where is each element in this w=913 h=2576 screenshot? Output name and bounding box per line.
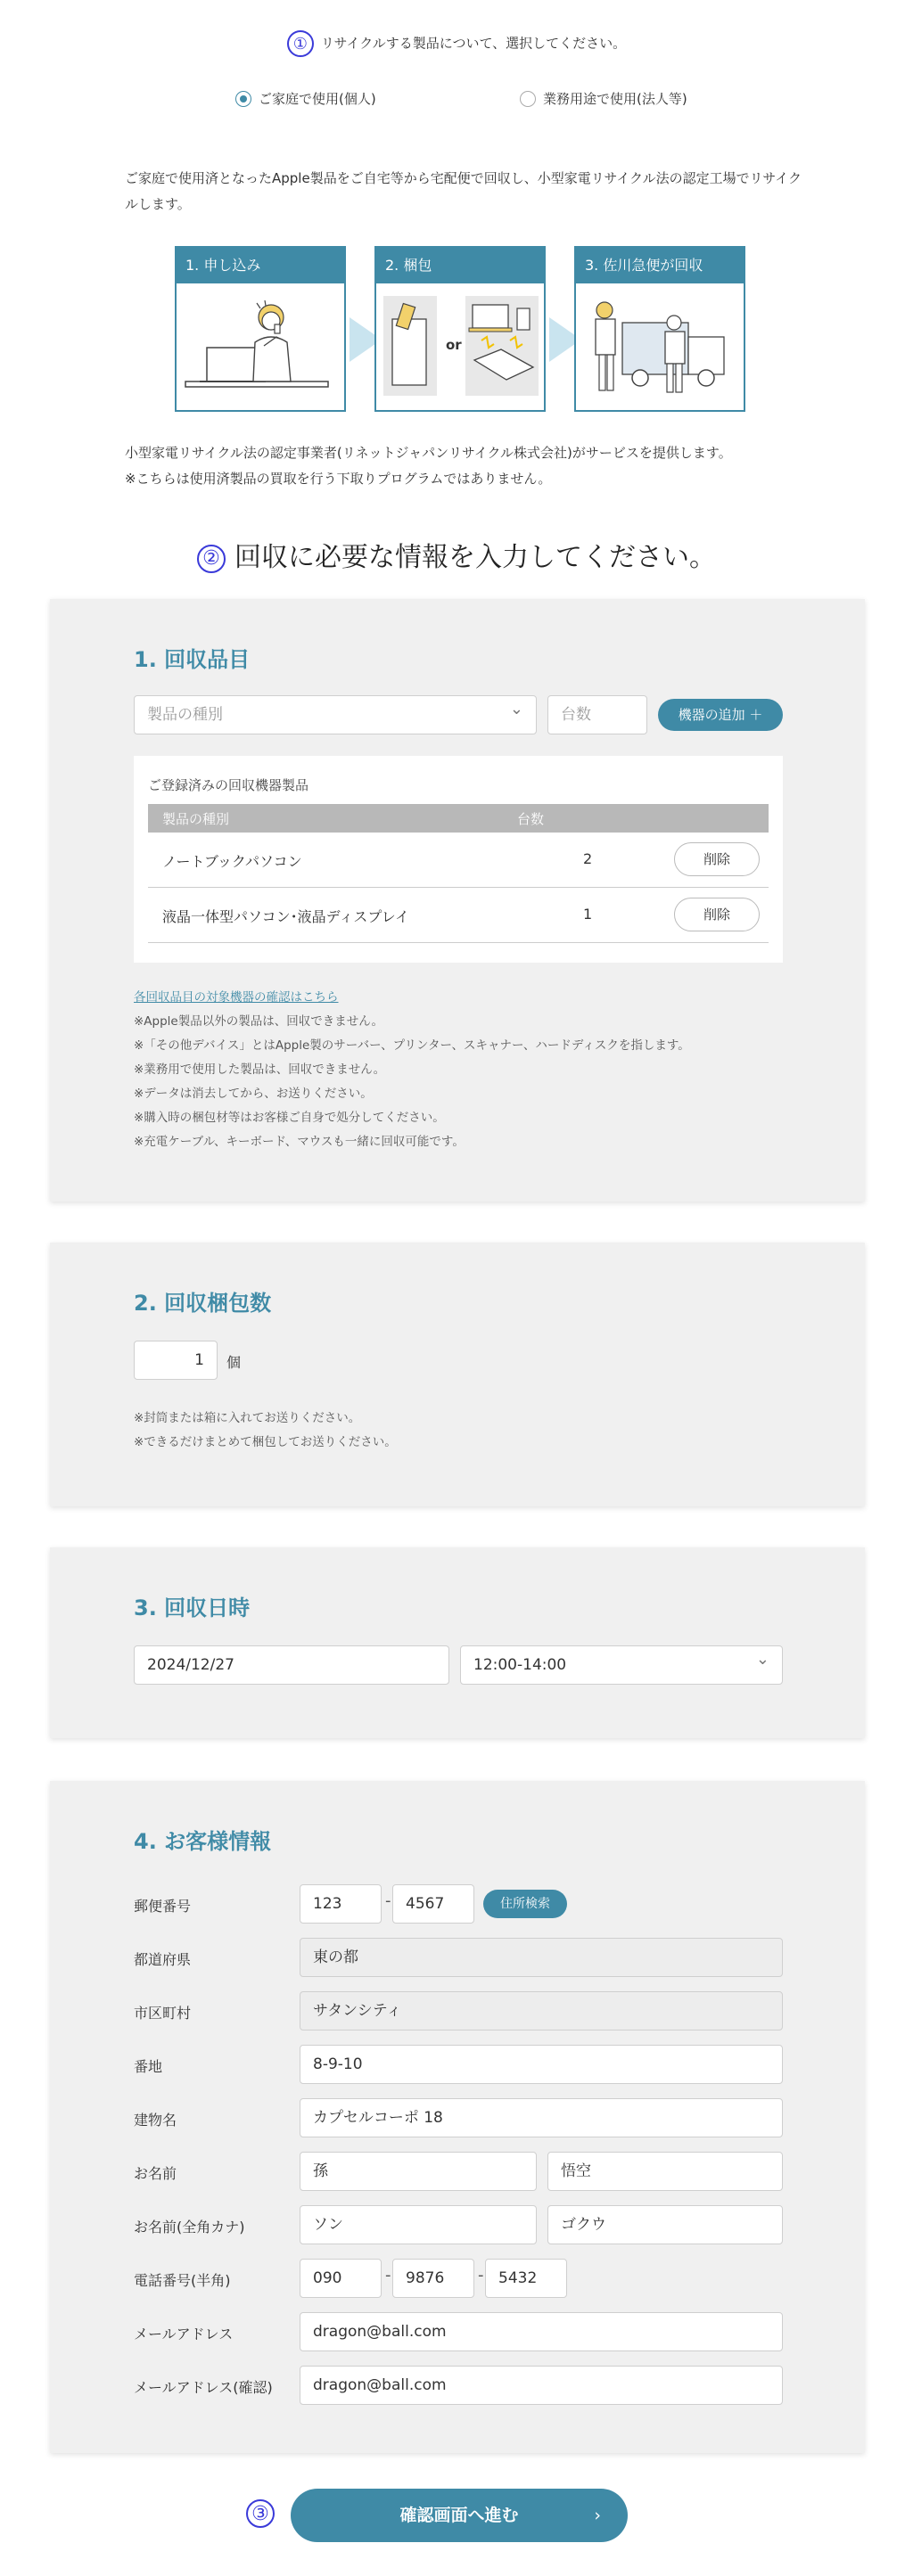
confirm-row bbox=[0, 2489, 913, 2542]
postal-code-1-input[interactable]: 123 bbox=[300, 1884, 382, 1924]
first-name-input[interactable]: 悟空 bbox=[547, 2152, 783, 2191]
radio-personal-dot[interactable] bbox=[235, 91, 251, 107]
outro-line-1: 小型家電リサイクル法の認定事業者(リネットジャパンリサイクル株式会社)がサービスを提供します。 bbox=[125, 445, 732, 461]
packages-notes bbox=[134, 1407, 397, 1455]
packages-note: ※できるだけまとめて梱包してお送りください。 bbox=[134, 1435, 397, 1449]
step3-number: ③ bbox=[246, 2499, 275, 2528]
step2-heading bbox=[0, 535, 913, 574]
outro-text bbox=[125, 440, 802, 492]
email-confirm-input[interactable]: dragon@ball.com bbox=[300, 2366, 783, 2405]
postal-dash: - bbox=[385, 1891, 391, 1910]
package-unit: 個 bbox=[226, 1354, 242, 1371]
prefecture-label: 都道府県 bbox=[134, 1951, 192, 1968]
flow-step-pack bbox=[374, 246, 546, 412]
target-devices-link[interactable]: 各回収品目の対象機器の確認はこちら bbox=[134, 990, 339, 1005]
step1-heading bbox=[0, 30, 913, 57]
packages-heading: 2. 回収梱包数 bbox=[134, 1291, 272, 1316]
radio-business[interactable] bbox=[520, 89, 687, 108]
street-input[interactable]: 8-9-10 bbox=[300, 2045, 783, 2084]
row-quantity: 2 bbox=[583, 850, 593, 867]
email-label: メールアドレス bbox=[134, 2326, 234, 2342]
first-name-kana-input[interactable]: ゴクウ bbox=[547, 2205, 783, 2244]
building-label: 建物名 bbox=[134, 2112, 177, 2129]
radio-personal-label: ご家庭で使用(個人) bbox=[259, 91, 376, 107]
items-note: ※購入時の梱包材等はお客様ご自身で処分してください。 bbox=[134, 1111, 445, 1125]
registered-items-table bbox=[134, 756, 783, 963]
flow-step-pack-title: 2. 梱包 bbox=[376, 248, 544, 283]
outro-line-2: ※こちらは使用済製品の買取を行う下取りプログラムではありません。 bbox=[125, 471, 552, 487]
items-note: ※業務用で使用した製品は、回収できません。 bbox=[134, 1062, 386, 1077]
phone-dash-1: - bbox=[385, 2266, 391, 2285]
step2-number: ② bbox=[197, 545, 226, 573]
items-note: ※「その他デバイス」とはApple製のサーバー、プリンター、スキャナー、ハードディスクを指します。 bbox=[134, 1038, 690, 1053]
person-laptop-phone-illustration bbox=[177, 283, 344, 410]
add-device-button[interactable]: 機器の追加 ＋ bbox=[658, 699, 783, 731]
phone-3-input[interactable]: 5432 bbox=[485, 2259, 567, 2298]
postal-label: 郵便番号 bbox=[134, 1898, 192, 1915]
city-field[interactable]: サタンシティ bbox=[300, 1991, 783, 2030]
phone-1-input[interactable]: 090 bbox=[300, 2259, 382, 2298]
service-flow bbox=[175, 246, 745, 412]
items-note: ※充電ケーブル、キーボード、マウスも一緒に回収可能です。 bbox=[134, 1135, 465, 1149]
flow-step-apply bbox=[175, 246, 346, 412]
items-card bbox=[50, 599, 865, 1202]
pickup-card bbox=[50, 1547, 865, 1738]
proceed-to-confirm-button[interactable] bbox=[291, 2489, 628, 2542]
flow-step-apply-title: 1. 申し込み bbox=[177, 248, 344, 283]
table-row bbox=[148, 888, 769, 943]
pickup-time-select[interactable]: 12:00-14:00 ⌄ bbox=[460, 1645, 783, 1685]
customer-heading: 4. お客様情報 bbox=[134, 1829, 272, 1854]
delete-button[interactable]: 削除 bbox=[674, 898, 760, 931]
items-notes bbox=[134, 986, 690, 1154]
row-quantity: 1 bbox=[583, 906, 593, 923]
product-type-select[interactable]: 製品の種別 ⌄ bbox=[134, 695, 537, 734]
prefecture-field[interactable]: 東の都 bbox=[300, 1938, 783, 1977]
last-name-kana-input[interactable]: ソン bbox=[300, 2205, 537, 2244]
proceed-button-label: 確認画面へ進む bbox=[399, 2506, 519, 2525]
pickup-date-input[interactable]: 2024/12/27 bbox=[134, 1645, 449, 1685]
courier-truck-illustration bbox=[576, 283, 744, 410]
items-note: ※データは消去してから、お送りください。 bbox=[134, 1087, 373, 1101]
delete-button[interactable]: 削除 bbox=[674, 842, 760, 876]
last-name-input[interactable]: 孫 bbox=[300, 2152, 537, 2191]
step1-number: ① bbox=[287, 30, 314, 57]
building-input[interactable]: カプセルコーポ 18 bbox=[300, 2098, 783, 2137]
row-product-type: 液晶一体型パソコン･液晶ディスプレイ bbox=[162, 908, 409, 925]
flow-step-pickup bbox=[574, 246, 745, 412]
street-label: 番地 bbox=[134, 2058, 163, 2075]
packages-card bbox=[50, 1243, 865, 1506]
pickup-heading: 3. 回収日時 bbox=[134, 1596, 251, 1620]
flow-or-text: or bbox=[446, 337, 462, 353]
phone-dash-2: - bbox=[478, 2266, 484, 2285]
customer-card bbox=[50, 1781, 865, 2453]
step2-title: 回収に必要な情報を入力してください。 bbox=[234, 542, 716, 573]
radio-business-dot[interactable] bbox=[520, 91, 536, 107]
table-header bbox=[148, 804, 769, 833]
items-heading: 1. 回収品目 bbox=[134, 647, 251, 672]
radio-business-label: 業務用途で使用(法人等) bbox=[543, 91, 687, 107]
row-product-type: ノートブックパソコン bbox=[162, 853, 302, 870]
package-count-input[interactable]: 1 bbox=[134, 1341, 218, 1380]
name-label: お名前 bbox=[134, 2165, 177, 2182]
quantity-input[interactable]: 台数 bbox=[547, 695, 647, 734]
column-quantity: 台数 bbox=[517, 811, 545, 827]
flow-step-pickup-title: 3. 佐川急便が回収 bbox=[576, 248, 744, 283]
table-caption: ご登録済みの回収機器製品 bbox=[148, 777, 309, 793]
table-row bbox=[148, 833, 769, 888]
phone-label: 電話番号(半角) bbox=[134, 2272, 231, 2289]
column-product-type: 製品の種別 bbox=[162, 811, 230, 827]
step1-title: リサイクルする製品について、選択してください。 bbox=[320, 35, 627, 52]
intro-text: ご家庭で使用済となったApple製品をご自宅等から宅配便で回収し、小型家電リサイクル法の認定工場でリサイクルします。 bbox=[125, 170, 802, 212]
phone-2-input[interactable]: 9876 bbox=[392, 2259, 474, 2298]
radio-personal[interactable] bbox=[235, 89, 376, 108]
postal-code-2-input[interactable]: 4567 bbox=[392, 1884, 474, 1924]
kana-label: お名前(全角カナ) bbox=[134, 2219, 245, 2236]
address-search-button[interactable]: 住所検索 bbox=[483, 1890, 567, 1918]
email-input[interactable]: dragon@ball.com bbox=[300, 2312, 783, 2351]
city-label: 市区町村 bbox=[134, 2005, 192, 2022]
items-note: ※Apple製品以外の製品は、回収できません。 bbox=[134, 1014, 384, 1029]
email-confirm-label: メールアドレス(確認) bbox=[134, 2379, 273, 2396]
packages-note: ※封筒または箱に入れてお送りください。 bbox=[134, 1411, 361, 1425]
chevron-right-icon: › bbox=[594, 2506, 601, 2525]
